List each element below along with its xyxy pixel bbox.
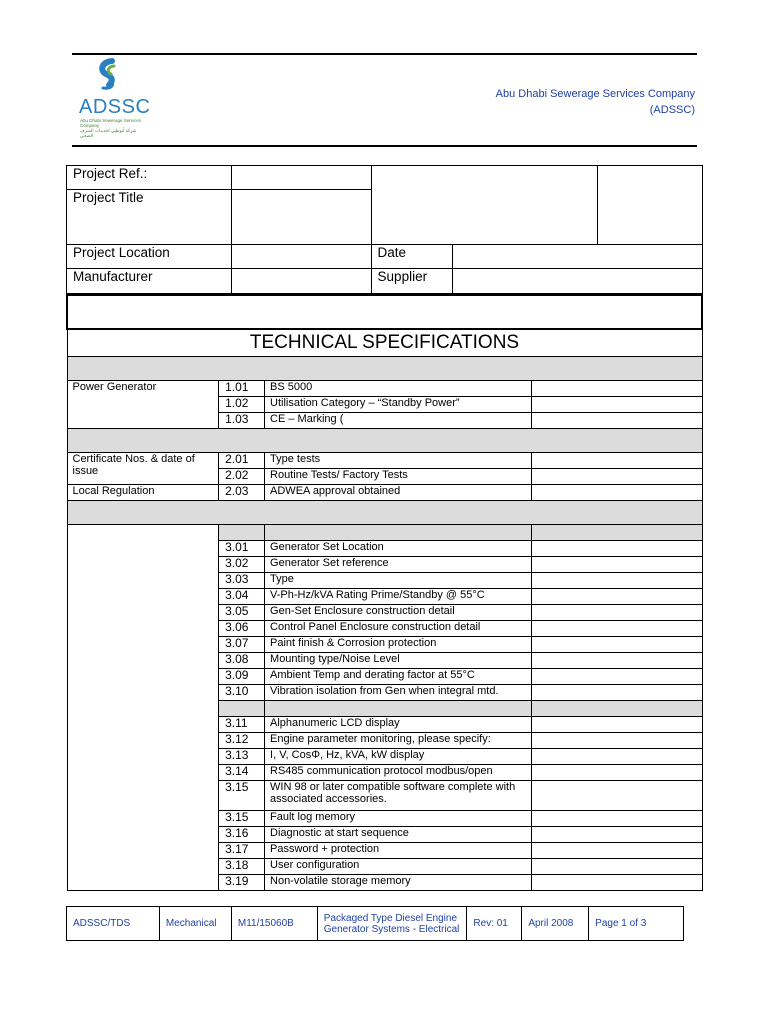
item-response[interactable] bbox=[532, 810, 702, 826]
section-3-label bbox=[67, 524, 219, 890]
item-description: Ambient Temp and derating factor at 55°C bbox=[265, 668, 532, 684]
item-number: 3.01 bbox=[219, 540, 265, 556]
supplier-value[interactable] bbox=[452, 269, 703, 294]
item-number: 3.15 bbox=[219, 780, 265, 810]
item-response[interactable] bbox=[532, 620, 702, 636]
project-header-blank bbox=[371, 166, 598, 245]
manufacturer-value[interactable] bbox=[231, 269, 371, 294]
item-number: 3.11 bbox=[219, 716, 265, 732]
project-ref-value[interactable] bbox=[231, 166, 371, 190]
item-description: Generator Set reference bbox=[265, 556, 532, 572]
company-block bbox=[496, 86, 695, 118]
logo-icon bbox=[90, 58, 126, 100]
section-1-header bbox=[67, 356, 702, 380]
spec-table bbox=[66, 294, 703, 891]
section-2-label-b: Local Regulation bbox=[67, 484, 219, 500]
section-2-header bbox=[67, 428, 702, 452]
item-response[interactable] bbox=[532, 412, 702, 428]
subsection-3a-header bbox=[265, 524, 532, 540]
item-description: CE – Marking ( bbox=[265, 412, 532, 428]
spec-top-blank bbox=[67, 295, 702, 329]
item-response[interactable] bbox=[532, 652, 702, 668]
item-number: 3.08 bbox=[219, 652, 265, 668]
item-response[interactable] bbox=[532, 604, 702, 620]
item-number: 1.03 bbox=[219, 412, 265, 428]
header-bottom-rule bbox=[72, 145, 697, 147]
section-1-label: Power Generator bbox=[67, 380, 219, 428]
item-response[interactable] bbox=[532, 874, 702, 890]
item-number: 3.02 bbox=[219, 556, 265, 572]
date-value[interactable] bbox=[452, 245, 703, 269]
subsection-3a-header bbox=[532, 524, 702, 540]
project-header-blank-right bbox=[598, 166, 703, 245]
item-description: I, V, CosΦ, Hz, kVA, kW display bbox=[265, 748, 532, 764]
item-response[interactable] bbox=[532, 468, 702, 484]
item-number: 3.09 bbox=[219, 668, 265, 684]
subsection-3b-header bbox=[532, 700, 702, 716]
project-ref-label: Project Ref.: bbox=[67, 166, 232, 190]
item-description: Mounting type/Noise Level bbox=[265, 652, 532, 668]
item-description: Type bbox=[265, 572, 532, 588]
item-description: Fault log memory bbox=[265, 810, 532, 826]
item-description: Diagnostic at start sequence bbox=[265, 826, 532, 842]
project-info-table bbox=[66, 165, 703, 294]
item-number: 3.17 bbox=[219, 842, 265, 858]
item-number: 3.13 bbox=[219, 748, 265, 764]
logo-subtitle-en: Abu Dhabi Sewerage Services Company bbox=[80, 118, 142, 128]
footer-page: Page 1 of 3 bbox=[589, 907, 684, 941]
item-number: 3.14 bbox=[219, 764, 265, 780]
item-number: 2.03 bbox=[219, 484, 265, 500]
company-name: Abu Dhabi Sewerage Services Company bbox=[495, 88, 695, 100]
item-number: 3.06 bbox=[219, 620, 265, 636]
project-title-label: Project Title bbox=[67, 190, 232, 245]
date-label: Date bbox=[371, 245, 452, 269]
item-response[interactable] bbox=[532, 748, 702, 764]
item-number: 2.01 bbox=[219, 452, 265, 468]
item-description: WIN 98 or later compatible software complete with associated accessories. bbox=[265, 780, 532, 810]
item-response[interactable] bbox=[532, 716, 702, 732]
item-description: Control Panel Enclosure construction detail bbox=[265, 620, 532, 636]
footer-section-code: M11/15060B bbox=[231, 907, 317, 941]
item-description: Paint finish & Corrosion protection bbox=[265, 636, 532, 652]
item-number: 1.01 bbox=[219, 380, 265, 396]
item-description: Gen-Set Enclosure construction detail bbox=[265, 604, 532, 620]
item-number: 3.16 bbox=[219, 826, 265, 842]
item-description: RS485 communication protocol modbus/open bbox=[265, 764, 532, 780]
item-response[interactable] bbox=[532, 572, 702, 588]
item-number: 3.10 bbox=[219, 684, 265, 700]
item-number: 3.12 bbox=[219, 732, 265, 748]
item-description: Alphanumeric LCD display bbox=[265, 716, 532, 732]
item-number: 3.07 bbox=[219, 636, 265, 652]
logo-wordmark: ADSSC bbox=[79, 96, 151, 118]
item-response[interactable] bbox=[532, 636, 702, 652]
item-response[interactable] bbox=[532, 380, 702, 396]
item-description: Vibration isolation from Gen when integral mtd. bbox=[265, 684, 532, 700]
item-response[interactable] bbox=[532, 858, 702, 874]
top-rule bbox=[72, 53, 697, 55]
project-location-label: Project Location bbox=[67, 245, 232, 269]
item-description: Generator Set Location bbox=[265, 540, 532, 556]
item-description: Utilisation Category – “Standby Power” bbox=[265, 396, 532, 412]
item-number: 3.19 bbox=[219, 874, 265, 890]
item-response[interactable] bbox=[532, 732, 702, 748]
subsection-3b-header bbox=[219, 700, 265, 716]
item-response[interactable] bbox=[532, 842, 702, 858]
item-response[interactable] bbox=[532, 540, 702, 556]
footer-document-title: Packaged Type Diesel Engine Generator Systems - Electrical bbox=[317, 907, 467, 941]
item-description: Routine Tests/ Factory Tests bbox=[265, 468, 532, 484]
logo-subtitle-ar: شركة أبوظبي لخدمات الصرف الصحي bbox=[80, 128, 137, 138]
footer-discipline: Mechanical bbox=[159, 907, 231, 941]
supplier-label: Supplier bbox=[371, 269, 452, 294]
footer-org: ADSSC/TDS bbox=[67, 907, 160, 941]
item-response[interactable] bbox=[532, 668, 702, 684]
company-abbr: (ADSSC) bbox=[649, 104, 695, 116]
footer-revision: Rev: 01 bbox=[467, 907, 522, 941]
project-title-value[interactable] bbox=[231, 190, 371, 245]
item-description: V-Ph-Hz/kVA Rating Prime/Standby @ 55°C bbox=[265, 588, 532, 604]
manufacturer-label: Manufacturer bbox=[67, 269, 232, 294]
footer-date: April 2008 bbox=[522, 907, 589, 941]
item-response[interactable] bbox=[532, 484, 702, 500]
item-description: Non-volatile storage memory bbox=[265, 874, 532, 890]
item-response[interactable] bbox=[532, 826, 702, 842]
item-response[interactable] bbox=[532, 452, 702, 468]
item-description: User configuration bbox=[265, 858, 532, 874]
item-response[interactable] bbox=[532, 588, 702, 604]
item-number: 2.02 bbox=[219, 468, 265, 484]
item-response[interactable] bbox=[532, 556, 702, 572]
item-number: 3.05 bbox=[219, 604, 265, 620]
item-response[interactable] bbox=[532, 684, 702, 700]
item-number: 3.18 bbox=[219, 858, 265, 874]
item-response[interactable] bbox=[532, 396, 702, 412]
item-description: ADWEA approval obtained bbox=[265, 484, 532, 500]
item-description: Engine parameter monitoring, please specify: bbox=[265, 732, 532, 748]
logo-subtitle bbox=[80, 118, 142, 138]
item-number: 3.15 bbox=[219, 810, 265, 826]
item-number: 1.02 bbox=[219, 396, 265, 412]
item-number: 3.03 bbox=[219, 572, 265, 588]
item-number: 3.04 bbox=[219, 588, 265, 604]
subsection-3a-header bbox=[219, 524, 265, 540]
item-description: Type tests bbox=[265, 452, 532, 468]
item-description: BS 5000 bbox=[265, 380, 532, 396]
item-response[interactable] bbox=[532, 764, 702, 780]
document-footer bbox=[66, 906, 684, 941]
section-3-header bbox=[67, 500, 702, 524]
item-description: Password + protection bbox=[265, 842, 532, 858]
subsection-3b-header bbox=[265, 700, 532, 716]
spec-title: TECHNICAL SPECIFICATIONS bbox=[67, 329, 702, 356]
project-location-value[interactable] bbox=[231, 245, 371, 269]
section-2-label-a: Certificate Nos. & date of issue bbox=[67, 452, 219, 484]
item-response[interactable] bbox=[532, 780, 702, 810]
